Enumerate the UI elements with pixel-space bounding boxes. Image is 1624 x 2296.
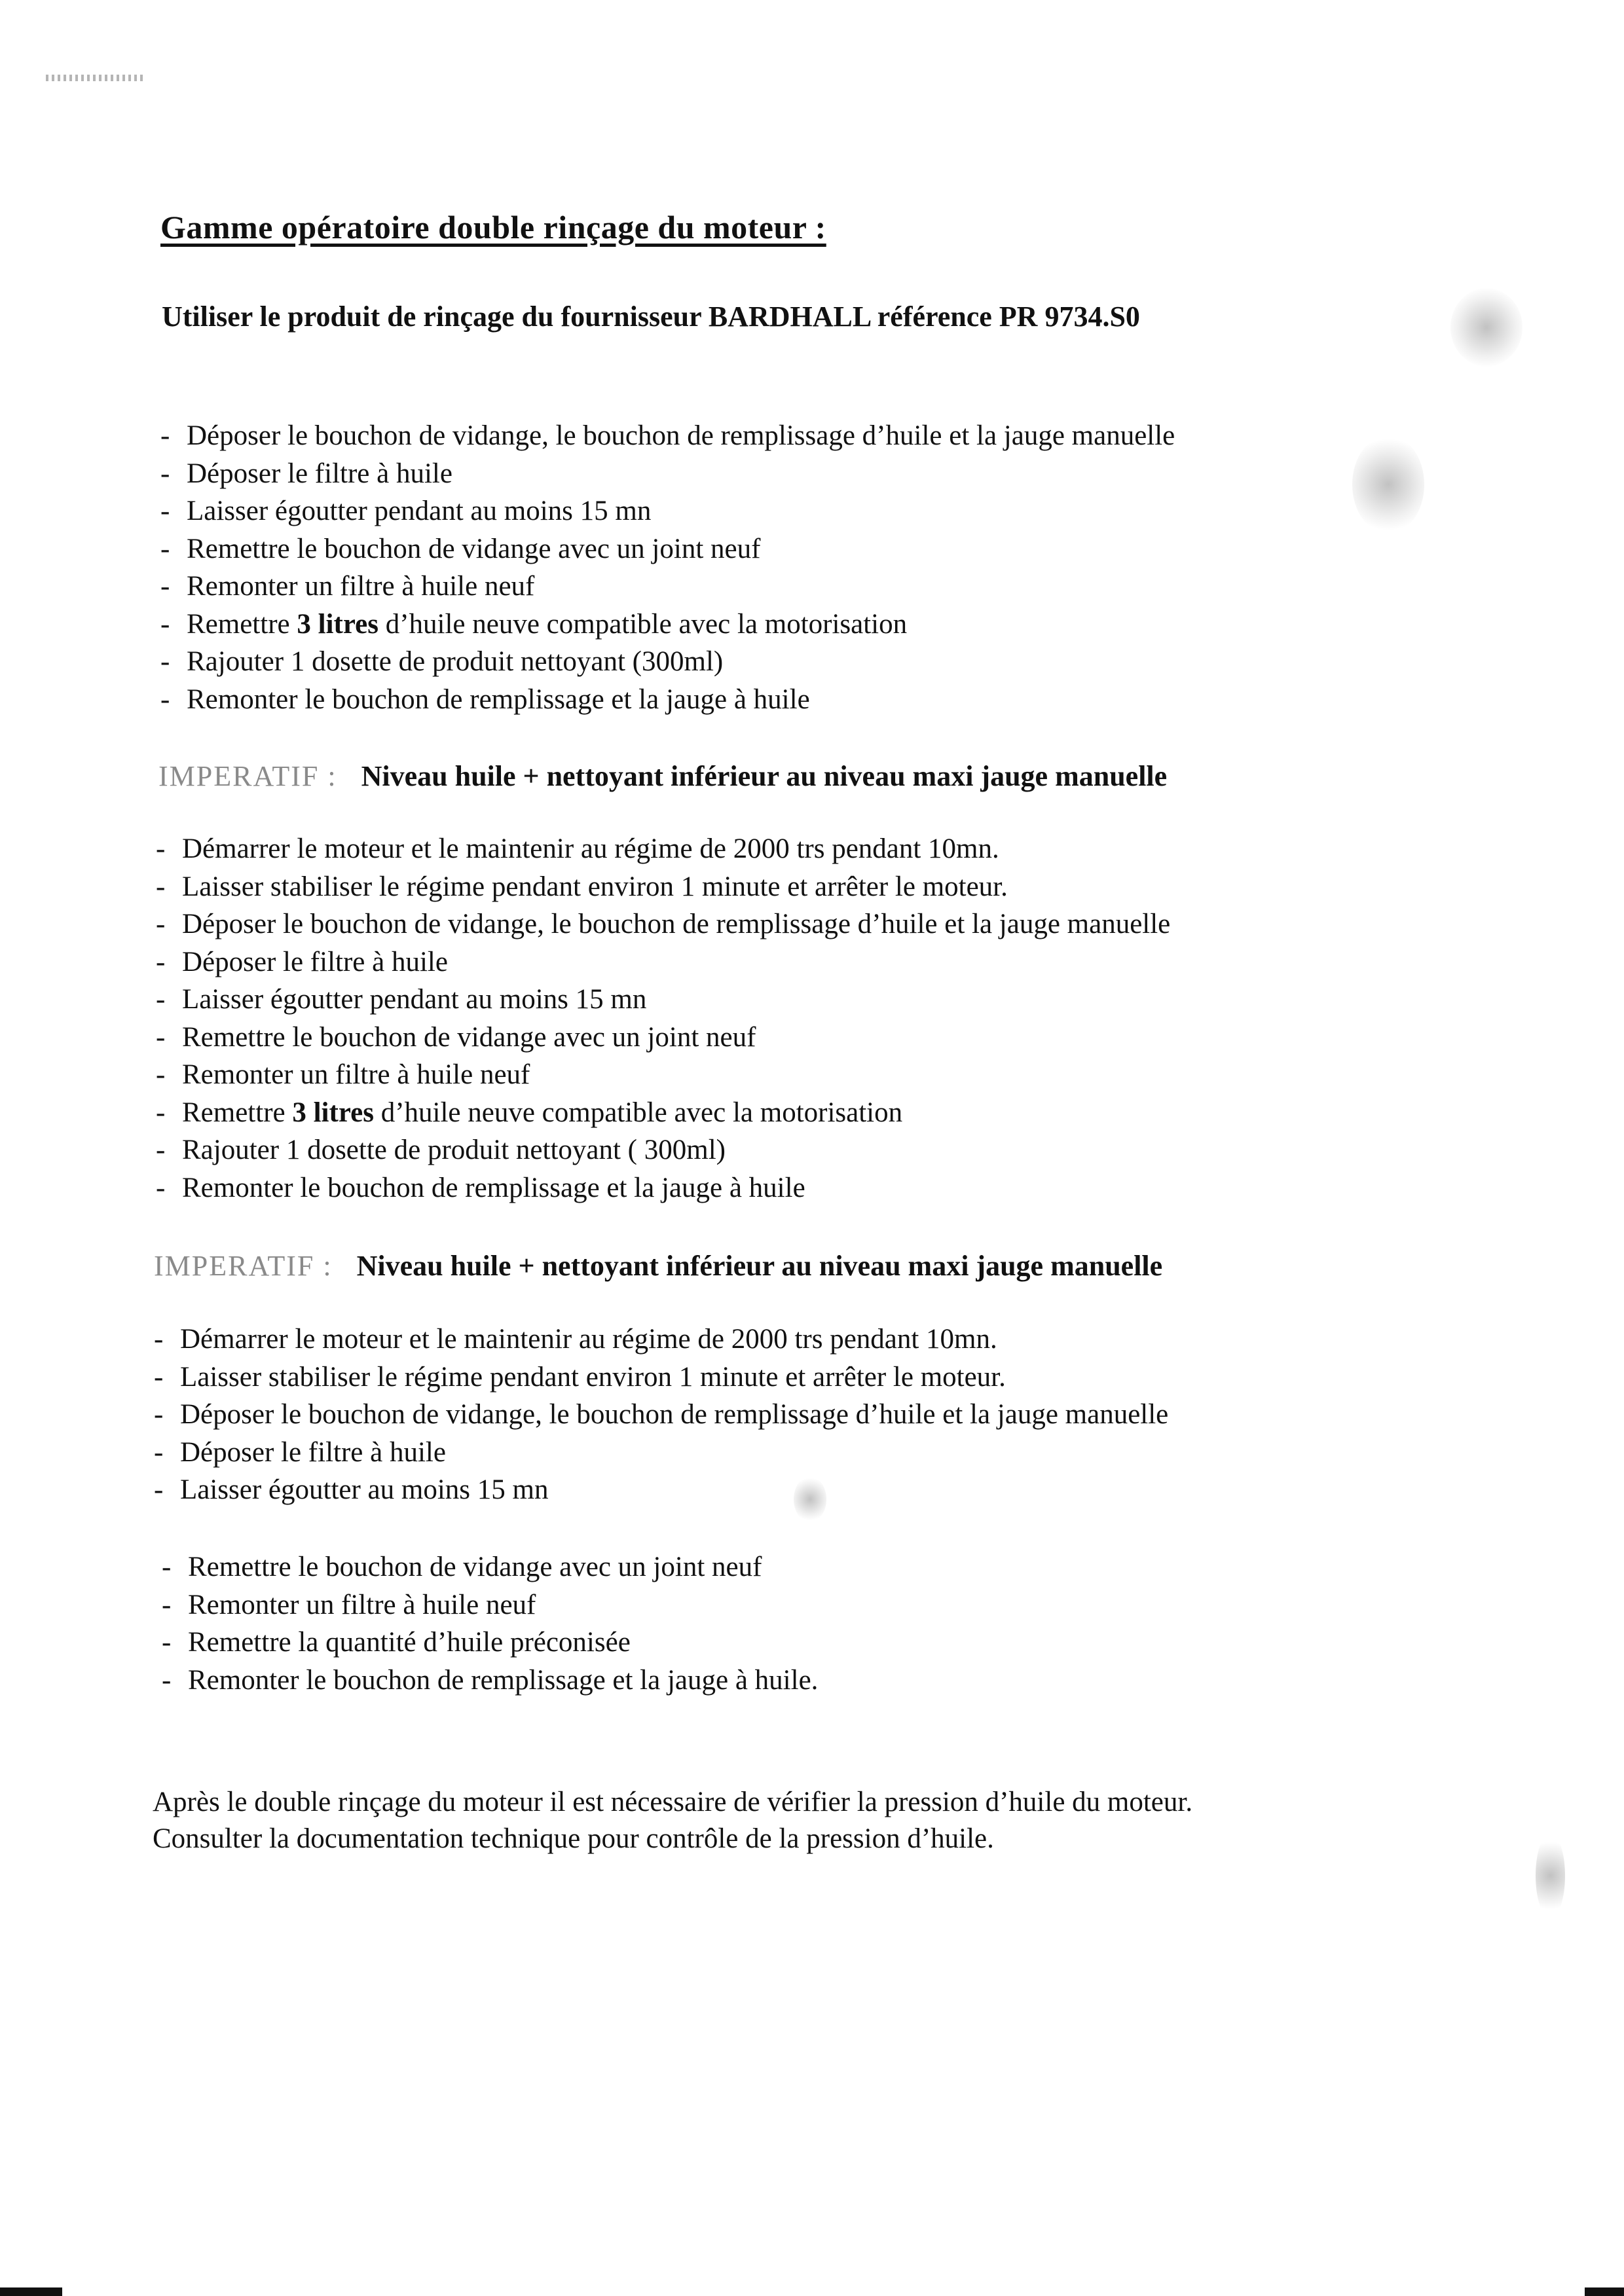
list-item bbox=[156, 981, 1170, 1019]
step-list-2 bbox=[156, 830, 1170, 1207]
scan-speck bbox=[1450, 288, 1522, 367]
list-item bbox=[156, 1169, 1170, 1207]
step-text: Laisser égoutter au moins 15 mn bbox=[180, 1474, 549, 1505]
list-item bbox=[154, 1358, 1168, 1396]
step-text: Remettre le bouchon de vidange avec un joint neuf bbox=[182, 1021, 756, 1053]
imperatif-note-1 bbox=[158, 759, 1167, 793]
step-text: Démarrer le moteur et le maintenir au régime de 2000 trs pendant 10mn. bbox=[180, 1324, 997, 1355]
list-item bbox=[160, 568, 1175, 606]
step-text: Laisser stabiliser le régime pendant environ 1 minute et arrêter le moteur. bbox=[182, 871, 1008, 902]
conclusion-line: Consulter la documentation technique pour contrôle de la pression d’huile. bbox=[153, 1823, 994, 1854]
scan-footer-mark bbox=[0, 2287, 62, 2296]
list-item bbox=[160, 492, 1175, 530]
scan-speck bbox=[794, 1476, 826, 1522]
step-text: Remettre le bouchon de vidange avec un joint neuf bbox=[188, 1552, 762, 1582]
list-item bbox=[162, 1548, 818, 1586]
list-item bbox=[154, 1434, 1168, 1472]
scan-speck bbox=[1352, 435, 1424, 534]
step-text: Laisser égoutter pendant au moins 15 mn bbox=[187, 496, 652, 526]
step-text: Remonter un filtre à huile neuf bbox=[182, 1059, 530, 1090]
list-item bbox=[160, 643, 1175, 681]
list-item bbox=[160, 681, 1175, 719]
imperatif-label: IMPERATIF : bbox=[154, 1250, 333, 1282]
list-item bbox=[162, 1586, 818, 1624]
step-text: Déposer le bouchon de vidange, le bouchon de remplissage d’huile et la jauge manuelle bbox=[182, 909, 1171, 939]
list-item bbox=[162, 1662, 818, 1700]
list-item bbox=[156, 1131, 1170, 1169]
list-item bbox=[154, 1471, 1168, 1509]
scan-header-mark bbox=[46, 75, 144, 81]
step-text: Remonter le bouchon de remplissage et la jauge à huile bbox=[182, 1172, 805, 1203]
list-item bbox=[160, 455, 1175, 493]
list-item bbox=[162, 1624, 818, 1662]
imperatif-text: Niveau huile + nettoyant inférieur au niveau maxi jauge manuelle bbox=[361, 760, 1168, 792]
list-item bbox=[156, 905, 1170, 943]
list-item bbox=[160, 530, 1175, 568]
imperatif-note-2 bbox=[154, 1249, 1162, 1283]
step-text: Rajouter 1 dosette de produit nettoyant ( 300ml) bbox=[182, 1135, 726, 1165]
list-item bbox=[156, 943, 1170, 981]
step-text: Laisser stabiliser le régime pendant environ 1 minute et arrêter le moteur. bbox=[180, 1361, 1006, 1393]
step-text: d’huile neuve compatible avec la motorisation bbox=[373, 1097, 903, 1128]
imperatif-text: Niveau huile + nettoyant inférieur au niveau maxi jauge manuelle bbox=[356, 1250, 1163, 1282]
step-text: Remonter le bouchon de remplissage et la jauge à huile. bbox=[188, 1664, 819, 1696]
scan-speck bbox=[1536, 1833, 1565, 1918]
step-emphasis: 3 litres bbox=[292, 1097, 374, 1128]
step-text: Déposer le filtre à huile bbox=[182, 946, 448, 977]
step-emphasis: 3 litres bbox=[297, 608, 378, 640]
step-text: Remettre le bouchon de vidange avec un joint neuf bbox=[187, 533, 761, 564]
list-item bbox=[160, 417, 1175, 455]
list-item bbox=[156, 1094, 1170, 1132]
step-text: Déposer le bouchon de vidange, le bouchon de remplissage d’huile et la jauge manuelle bbox=[180, 1399, 1169, 1430]
list-item bbox=[156, 1019, 1170, 1057]
list-item bbox=[154, 1321, 1168, 1358]
step-text: Remettre bbox=[182, 1097, 293, 1128]
step-text: Remonter le bouchon de remplissage et la jauge à huile bbox=[187, 683, 810, 715]
step-text: d’huile neuve compatible avec la motorisation bbox=[378, 608, 908, 640]
step-text: Déposer le filtre à huile bbox=[187, 458, 452, 489]
step-text: Déposer le filtre à huile bbox=[180, 1436, 446, 1468]
step-list-3 bbox=[154, 1321, 1168, 1509]
list-item bbox=[156, 1056, 1170, 1094]
list-item bbox=[156, 830, 1170, 868]
scan-footer bbox=[0, 2286, 1624, 2296]
conclusion-paragraph bbox=[153, 1784, 1192, 1857]
list-item bbox=[160, 606, 1175, 644]
step-text: Remonter un filtre à huile neuf bbox=[188, 1589, 536, 1620]
step-text: Déposer le bouchon de vidange, le bouchon de remplissage d’huile et la jauge manuelle bbox=[187, 420, 1175, 451]
step-text: Rajouter 1 dosette de produit nettoyant (300ml) bbox=[187, 646, 724, 677]
imperatif-label: IMPERATIF : bbox=[158, 760, 337, 792]
list-item bbox=[156, 868, 1170, 906]
step-text: Laisser égoutter pendant au moins 15 mn bbox=[182, 984, 647, 1015]
step-text: Démarrer le moteur et le maintenir au régime de 2000 trs pendant 10mn. bbox=[182, 833, 999, 864]
list-item bbox=[154, 1396, 1168, 1434]
step-text: Remettre la quantité d’huile préconisée bbox=[188, 1627, 631, 1658]
step-list-1 bbox=[160, 417, 1175, 718]
document-title: Gamme opératoire double rinçage du moteur : bbox=[160, 209, 826, 246]
scan-footer-mark bbox=[1585, 2287, 1624, 2296]
step-list-4 bbox=[162, 1548, 818, 1699]
step-text: Remonter un filtre à huile neuf bbox=[187, 571, 535, 602]
document-subtitle: Utiliser le produit de rinçage du fournisseur BARDHALL référence PR 9734.S0 bbox=[162, 301, 1140, 333]
step-text: Remettre bbox=[187, 608, 297, 640]
conclusion-line: Après le double rinçage du moteur il est nécessaire de vérifier la pression d’huile du moteur. bbox=[153, 1787, 1193, 1817]
